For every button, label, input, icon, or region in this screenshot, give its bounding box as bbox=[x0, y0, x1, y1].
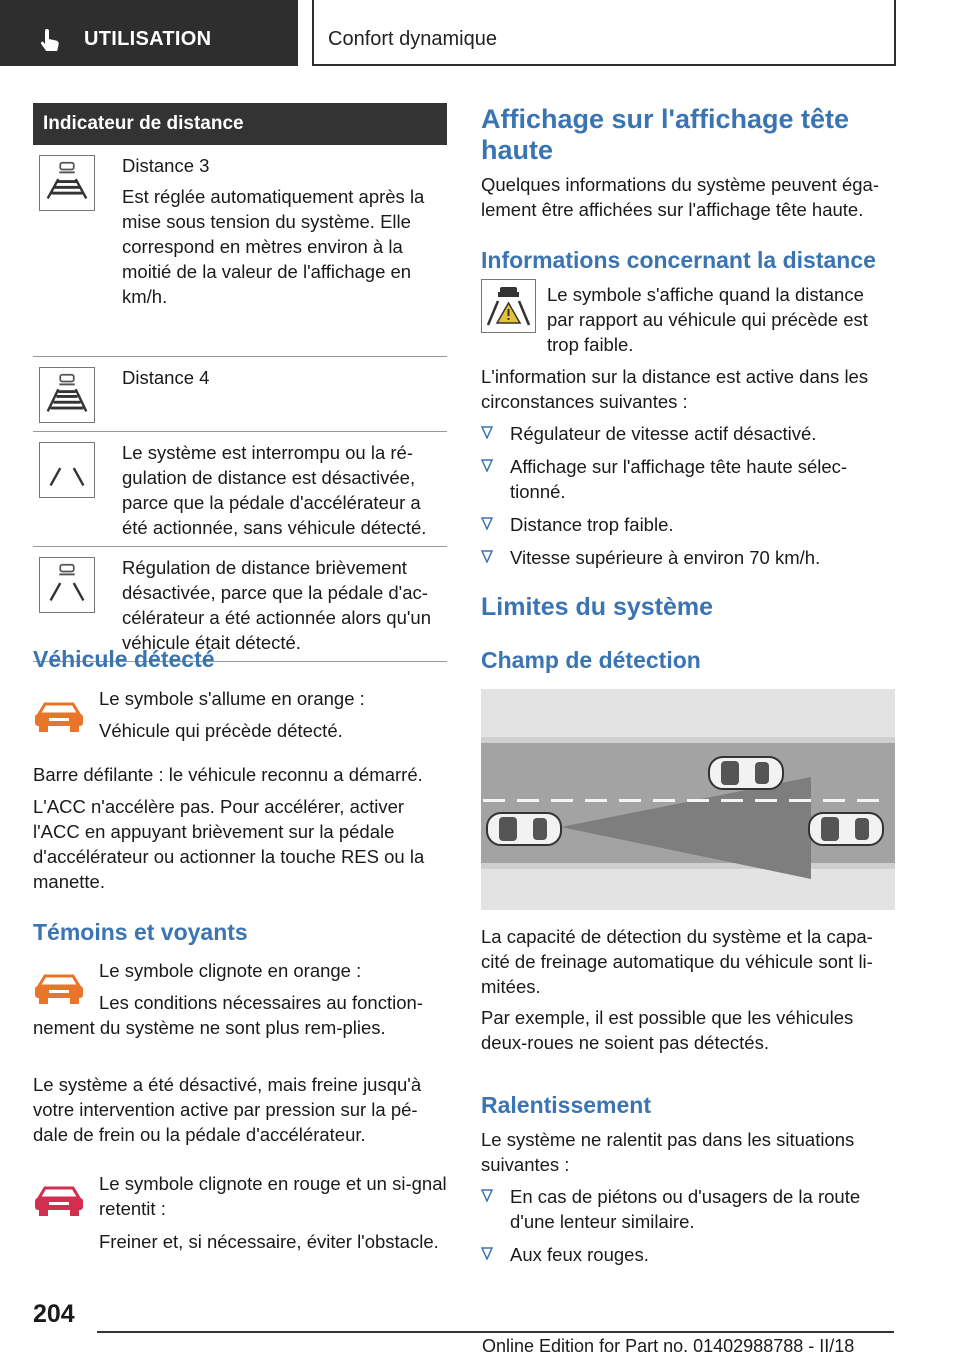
table-row bbox=[33, 547, 447, 662]
detection-field-heading: Champ de détection bbox=[481, 647, 701, 673]
distance-indicator-table bbox=[33, 103, 447, 662]
vehicle-detected-p2: Véhicule qui précède détecté. bbox=[99, 720, 343, 741]
slowdown-heading: Ralentissement bbox=[481, 1092, 652, 1118]
section-title: UTILISATION bbox=[84, 28, 212, 50]
car-red-icon bbox=[33, 1184, 85, 1220]
table-title: Indicateur de distance bbox=[33, 103, 447, 145]
triangle-bullet-icon bbox=[481, 1247, 493, 1260]
table-row bbox=[33, 145, 447, 357]
distance-3-icon bbox=[39, 155, 95, 211]
list-item: En cas de piétons ou d'usagers de la route d'une lenteur similaire. bbox=[481, 1184, 895, 1234]
vehicle-detected-heading: Véhicule détecté bbox=[33, 646, 215, 672]
list-item: Aux feux rouges. bbox=[481, 1242, 895, 1267]
slowdown-p1: Le système ne ralentit pas dans les situations suivantes : bbox=[481, 1129, 855, 1175]
distance-warning-icon bbox=[481, 279, 536, 333]
limits-heading: Limites du système bbox=[481, 593, 714, 621]
indicators-p3: Le système a été désactivé, mais freine jusqu'à votre intervention active par pression sur la pé‐dale de frein ou la pédale d'accélérateur. bbox=[33, 1074, 422, 1145]
hand-icon bbox=[36, 28, 62, 54]
limits-p2: Par exemple, il est possible que les véhicules deux-roues ne soient pas détectés. bbox=[481, 1007, 854, 1053]
hud-subheading: Informations concernant la distance bbox=[481, 247, 876, 273]
hud-heading: Affichage sur l'affichage tête haute bbox=[481, 104, 850, 165]
row-text: Régulation de distance brièvement désactivée, parce que la pédale d'ac‐célérateur a été actionnée alors qu'un véhicule était détecté. bbox=[122, 557, 431, 653]
table-row bbox=[33, 357, 447, 432]
row-label: Distance 3 bbox=[122, 155, 210, 176]
triangle-bullet-icon bbox=[481, 550, 493, 563]
car-own bbox=[487, 813, 561, 845]
indicators-p2: Les conditions nécessaires au fonction‐nement du système ne sont plus rem‐plies. bbox=[33, 992, 423, 1038]
car-ahead-same-lane bbox=[809, 813, 883, 845]
vehicle-detected-p3: Barre défilante : le véhicule reconnu a démarré. bbox=[33, 764, 423, 785]
detection-field-illustration bbox=[481, 689, 895, 910]
list-item: Vitesse supérieure à environ 70 km/h. bbox=[481, 545, 895, 570]
vehicle-detected-p4: L'ACC n'accélère pas. Pour accélérer, activer l'ACC en appuyant brièvement sur la pédale d'accélérateur ou actionner la touche RES ou la manette. bbox=[33, 796, 425, 892]
row-text: Est réglée automatiquement après la mise sous tension du système. Elle correspond en mètres environ à la moitié de la valeur de l'affichage en km/h. bbox=[122, 186, 425, 307]
indicators-p1: Le symbole clignote en orange : bbox=[99, 960, 362, 981]
table-row bbox=[33, 432, 447, 547]
breadcrumb bbox=[312, 0, 896, 66]
slowdown-list bbox=[481, 1184, 895, 1275]
distance-4-icon bbox=[39, 367, 95, 423]
car-orange-icon bbox=[33, 700, 85, 736]
footer-rule bbox=[97, 1331, 894, 1333]
vehicle-detected-p1: Le symbole s'allume en orange : bbox=[99, 688, 365, 709]
row-text: Le système est interrompu ou la ré‐gulation de distance est désactivée, parce que la pédale d'accélérateur a été actionnée, sans véhicule détecté. bbox=[122, 442, 427, 538]
triangle-bullet-icon bbox=[481, 426, 493, 439]
interrupted-icon bbox=[39, 442, 95, 498]
section-tab bbox=[0, 0, 298, 66]
page-number: 204 bbox=[33, 1300, 75, 1328]
hud-intro: Quelques informations du système peuvent éga‐lement être affichées sur l'affichage tête haute. bbox=[481, 174, 879, 220]
indicators-p4: Le symbole clignote en rouge et un si‐gnal retentit : bbox=[99, 1173, 447, 1219]
row-label: Distance 4 bbox=[122, 367, 210, 388]
edition-text: Online Edition for Part no. 01402988788 - II/18 bbox=[482, 1336, 855, 1356]
indicators-p5: Freiner et, si nécessaire, éviter l'obstacle. bbox=[99, 1231, 439, 1252]
briefly-deactivated-icon bbox=[39, 557, 95, 613]
triangle-bullet-icon bbox=[481, 517, 493, 530]
limits-p1: La capacité de détection du système et la capa‐cité de freinage automatique du véhicule sont li‐mitées. bbox=[481, 926, 873, 997]
list-item: Régulateur de vitesse actif désactivé. bbox=[481, 421, 895, 446]
indicators-heading: Témoins et voyants bbox=[33, 919, 248, 945]
hud-conditions-list bbox=[481, 421, 895, 578]
triangle-bullet-icon bbox=[481, 1189, 493, 1202]
list-item: Distance trop faible. bbox=[481, 512, 895, 537]
breadcrumb-text: Confort dynamique bbox=[328, 28, 497, 50]
hud-icon-text: Le symbole s'affiche quand la distance par rapport au véhicule qui précède est trop faible. bbox=[547, 284, 868, 355]
car-ahead-left-lane bbox=[709, 757, 783, 789]
hud-p1: L'information sur la distance est active dans les circonstances suivantes : bbox=[481, 366, 869, 412]
list-item: Affichage sur l'affichage tête haute sélec‐tionné. bbox=[481, 454, 895, 504]
triangle-bullet-icon bbox=[481, 459, 493, 472]
